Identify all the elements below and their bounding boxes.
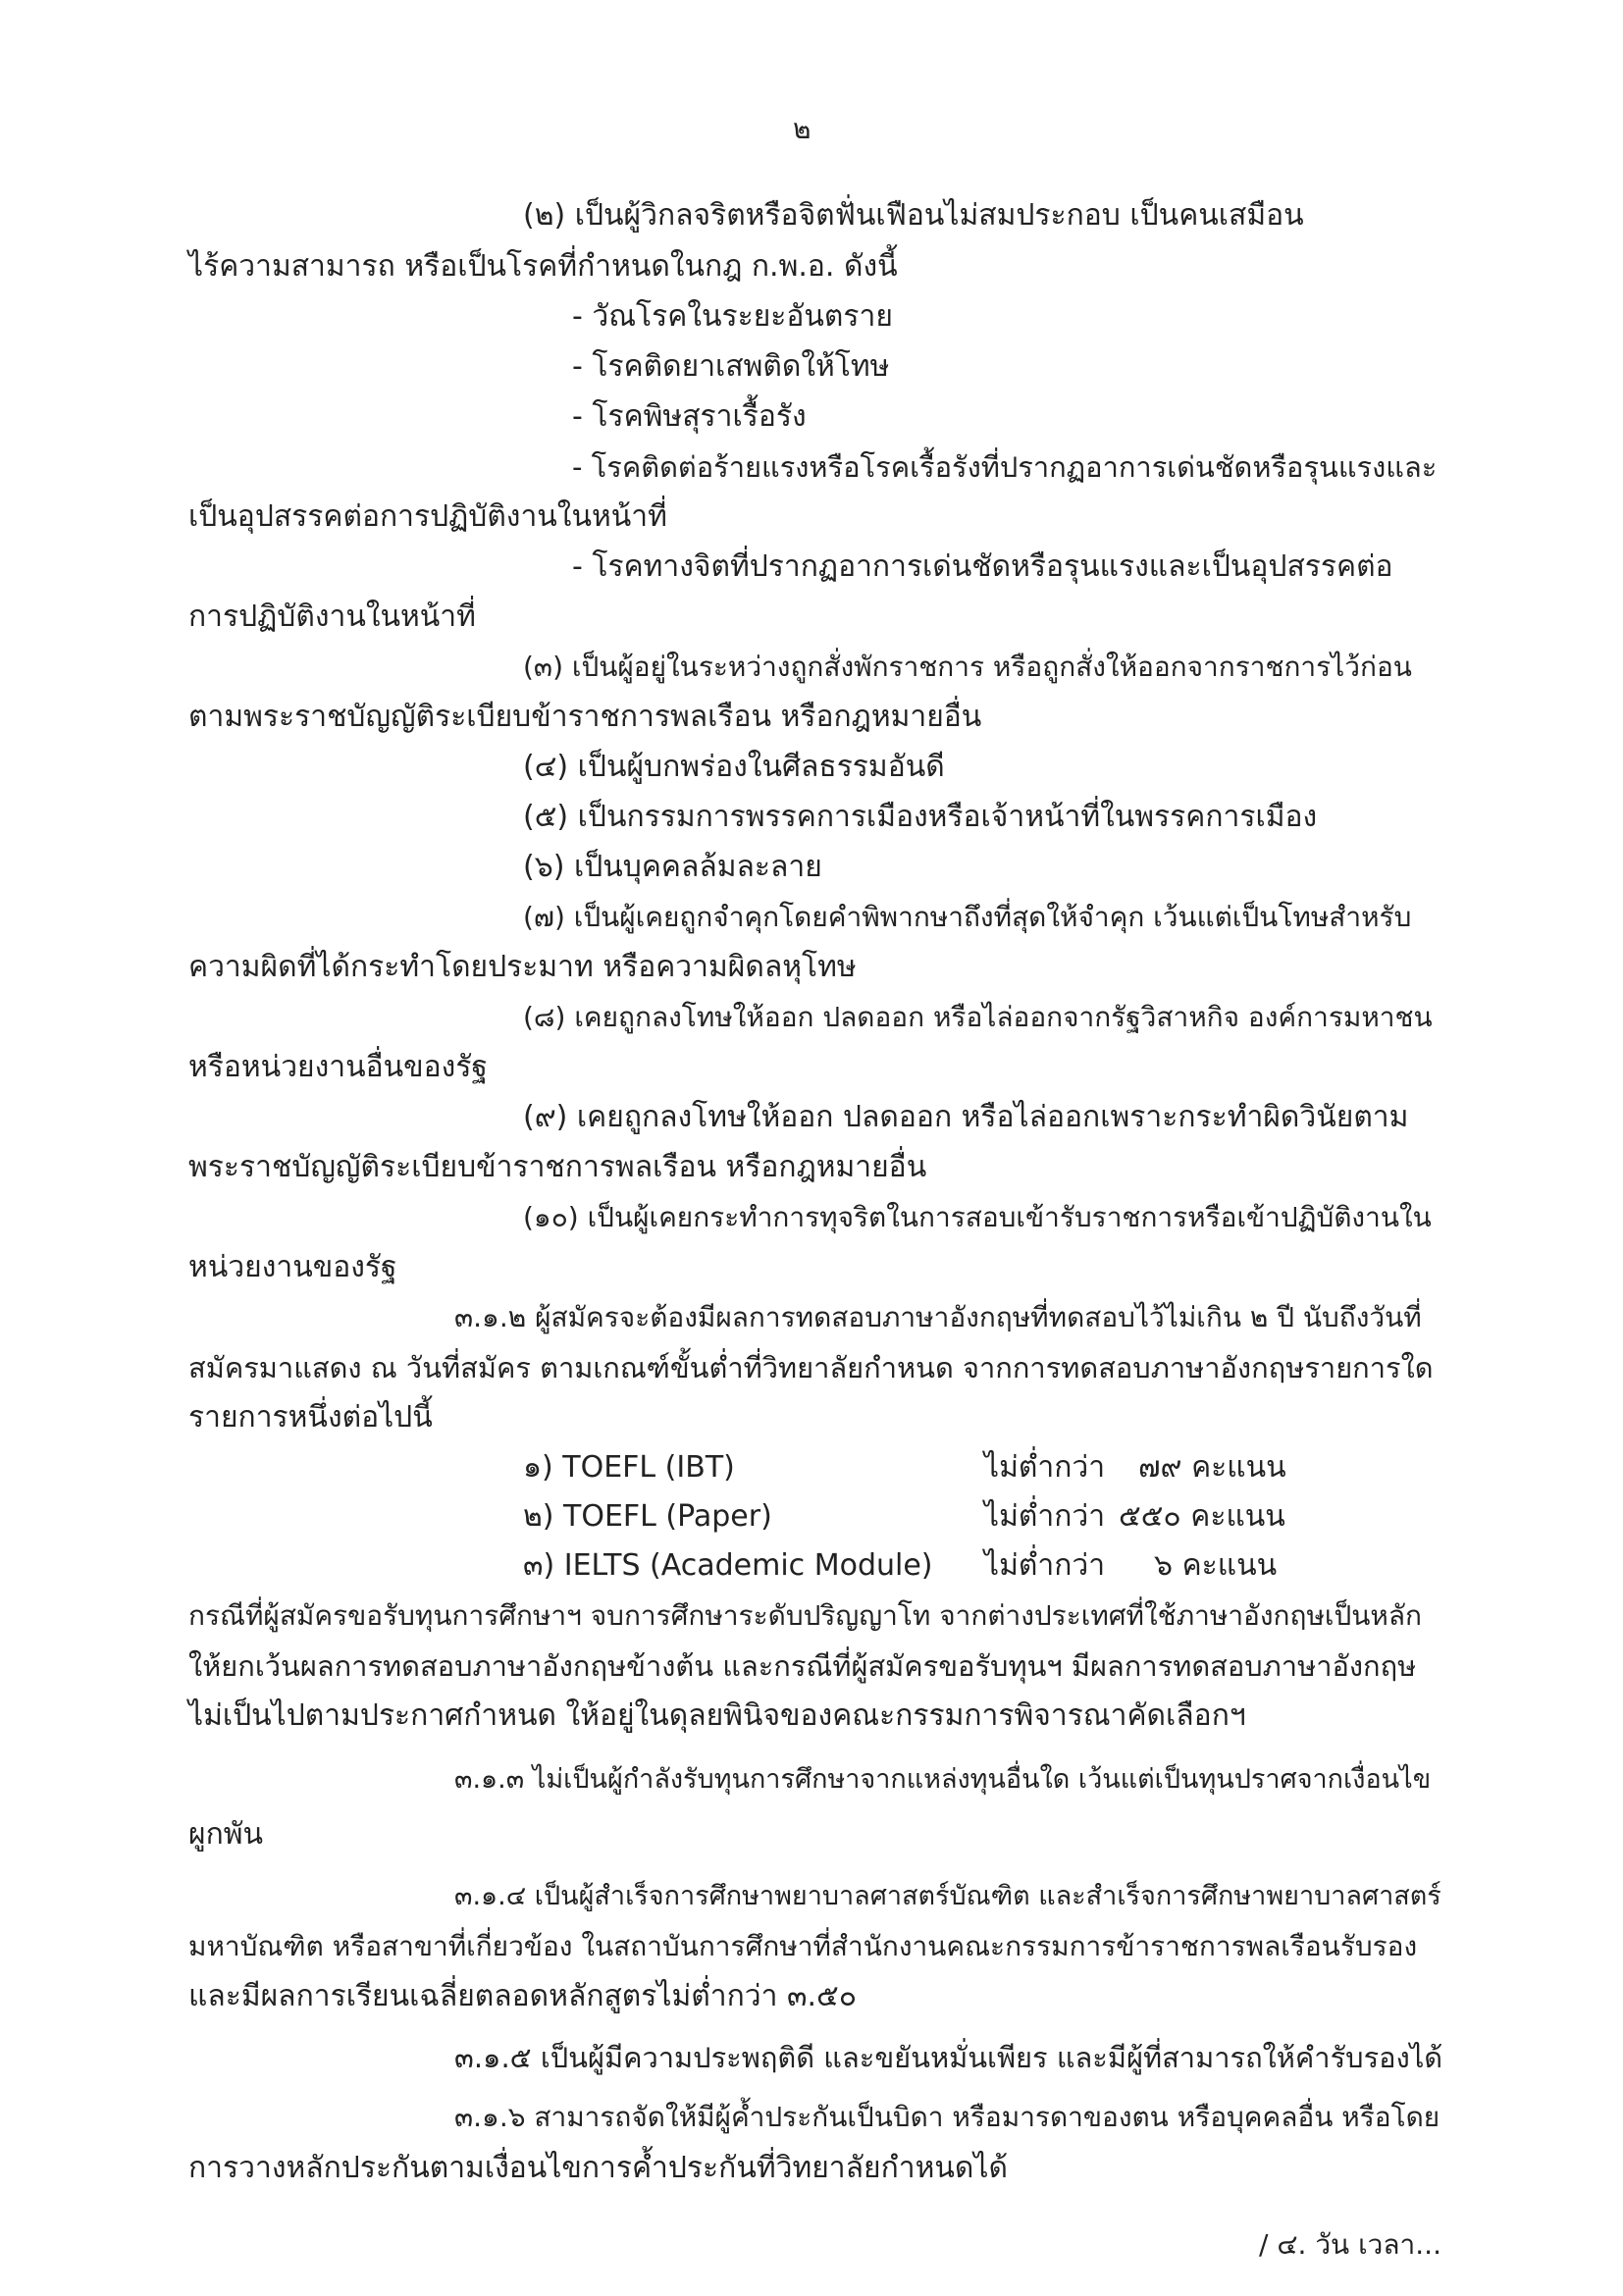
clause-3-1-2-line-3: รายการหนึ่งต่อไปนี้: [188, 1400, 433, 1435]
item-2-line-1: (๒) เป็นผู้วิกลจริตหรือจิตฟั่นเฟือนไม่สมประกอบ เป็นคนเสมือน: [523, 198, 1304, 233]
item-3-line-2: ตามพระราชบัญญัติระเบียบข้าราชการพลเรือน หรือกฎหมายอื่น: [188, 700, 982, 734]
clause-3-1-2-line-2: สมัครมาแสดง ณ วันที่สมัคร ตามเกณฑ์ขั้นต่ำที่วิทยาลัยกำหนด จากการทดสอบภาษาอังกฤษรายการใด: [188, 1351, 1434, 1384]
item-6: (๖) เป็นบุคคลล้มละลาย: [523, 850, 822, 884]
clause-3-1-6-line-2: การวางหลักประกันตามเงื่อนไขการค้ำประกันที่วิทยาลัยกำหนดได้: [188, 2151, 1008, 2185]
page-number: ๒: [793, 113, 812, 145]
item-3-line-1: (๓) เป็นผู้อยู่ในระหว่างถูกสั่งพักราชการ หรือถูกสั่งให้ออกจากราชการไว้ก่อน: [523, 651, 1412, 683]
exception-line-3: ไม่เป็นไปตามประกาศกำหนด ให้อยู่ในดุลยพินิจของคณะกรรมการพิจารณาคัดเลือกฯ: [188, 1698, 1246, 1733]
exception-line-1: กรณีที่ผู้สมัครขอรับทุนการศึกษาฯ จบการศึกษาระดับปริญญาโท จากต่างประเทศที่ใช้ภาษาอังกฤษเป็นหลัก: [188, 1599, 1422, 1632]
item-8-line-1: (๘) เคยถูกลงโทษให้ออก ปลดออก หรือไล่ออกจากรัฐวิสาหกิจ องค์การมหาชน: [523, 1001, 1433, 1033]
item-9-line-1: (๙) เคยถูกลงโทษให้ออก ปลดออก หรือไล่ออกเพราะกระทำผิดวินัยตาม: [523, 1100, 1409, 1134]
test-score-1: ๗๙ คะแนน: [1138, 1450, 1286, 1485]
clause-3-1-4-line-3: และมีผลการเรียนเฉลี่ยตลอดหลักสูตรไม่ต่ำกว่า ๓.๕๐: [188, 1979, 858, 2013]
test-min-2: ไม่ต่ำกว่า: [984, 1499, 1106, 1534]
item-9-line-2: พระราชบัญญัติระเบียบข้าราชการพลเรือน หรือกฎหมายอื่น: [188, 1150, 927, 1184]
disease-5-line-1: - โรคทางจิตที่ปรากฏอาการเด่นชัดหรือรุนแรงและเป็นอุปสรรคต่อ: [572, 549, 1393, 584]
test-min-1: ไม่ต่ำกว่า: [984, 1450, 1106, 1485]
test-min-3: ไม่ต่ำกว่า: [984, 1548, 1106, 1583]
exception-line-2: ให้ยกเว้นผลการทดสอบภาษาอังกฤษข้างต้น และกรณีที่ผู้สมัครขอรับทุนฯ มีผลการทดสอบภาษาอังกฤษ: [188, 1649, 1417, 1683]
disease-3: - โรคพิษสุราเรื้อรัง: [572, 399, 807, 434]
clause-3-1-4-line-2: มหาบัณฑิต หรือสาขาที่เกี่ยวข้อง ในสถาบันการศึกษาที่สำนักงานคณะกรรมการข้าราชการพลเรือนรับรอง: [188, 1930, 1418, 1962]
disease-2: - โรคติดยาเสพติดให้โทษ: [572, 349, 890, 384]
item-10-line-1: (๑๐) เป็นผู้เคยกระทำการทุจริตในการสอบเข้ารับราชการหรือเข้าปฏิบัติงานใน: [523, 1201, 1432, 1233]
clause-3-1-4-line-1: ๓.๑.๔ เป็นผู้สำเร็จการศึกษาพยาบาลศาสตร์บัณฑิต และสำเร็จการศึกษาพยาบาลศาสตร์: [454, 1881, 1441, 1911]
test-score-2: ๕๕๐ คะแนน: [1119, 1499, 1285, 1534]
disease-5-line-2: การปฏิบัติงานในหน้าที่: [188, 600, 476, 634]
test-score-3: ๖ คะแนน: [1154, 1548, 1278, 1583]
item-5: (๕) เป็นกรรมการพรรคการเมืองหรือเจ้าหน้าที่ในพรรคการเมือง: [523, 800, 1318, 834]
item-7-line-1: (๗) เป็นผู้เคยถูกจำคุกโดยคำพิพากษาถึงที่สุดให้จำคุก เว้นแต่เป็นโทษสำหรับ: [523, 901, 1412, 933]
disease-1: - วัณโรคในระยะอันตราย: [572, 299, 893, 334]
item-7-line-2: ความผิดที่ได้กระทำโดยประมาท หรือความผิดลหุโทษ: [188, 950, 857, 984]
continuation-marker: / ๔. วัน เวลา...: [1259, 2228, 1441, 2261]
test-name-2: ๒) TOEFL (Paper): [523, 1499, 772, 1534]
item-10-line-2: หน่วยงานของรัฐ: [188, 1250, 397, 1284]
test-name-3: ๓) IELTS (Academic Module): [523, 1548, 933, 1583]
item-8-line-2: หรือหน่วยงานอื่นของรัฐ: [188, 1050, 488, 1084]
item-4: (๔) เป็นผู้บกพร่องในศีลธรรมอันดี: [523, 750, 945, 784]
test-name-1: ๑) TOEFL (IBT): [523, 1450, 735, 1485]
disease-4-line-2: เป็นอุปสรรคต่อการปฏิบัติงานในหน้าที่: [188, 499, 667, 534]
item-2-line-2: ไร้ความสามารถ หรือเป็นโรคที่กำหนดในกฎ ก.พ.อ. ดังนี้: [188, 249, 898, 284]
clause-3-1-5: ๓.๑.๕ เป็นผู้มีความประพฤติดี และขยันหมั่นเพียร และมีผู้ที่สามารถให้คำรับรองได้: [454, 2041, 1443, 2074]
clause-3-1-3-line-2: ผูกพัน: [188, 1817, 264, 1852]
clause-3-1-6-line-1: ๓.๑.๖ สามารถจัดให้มีผู้ค้ำประกันเป็นบิดา หรือมารดาของตน หรือบุคคลอื่น หรือโดย: [454, 2101, 1440, 2133]
disease-4-line-1: - โรคติดต่อร้ายแรงหรือโรคเรื้อรังที่ปรากฏอาการเด่นชัดหรือรุนแรงและ: [572, 450, 1438, 484]
clause-3-1-2-line-1: ๓.๑.๒ ผู้สมัครจะต้องมีผลการทดสอบภาษาอังกฤษที่ทดสอบไว้ไม่เกิน ๒ ปี นับถึงวันที่: [454, 1301, 1422, 1333]
clause-3-1-3-line-1: ๓.๑.๓ ไม่เป็นผู้กำลังรับทุนการศึกษาจากแหล่งทุนอื่นใด เว้นแต่เป็นทุนปราศจากเงื่อนไข: [454, 1764, 1432, 1795]
